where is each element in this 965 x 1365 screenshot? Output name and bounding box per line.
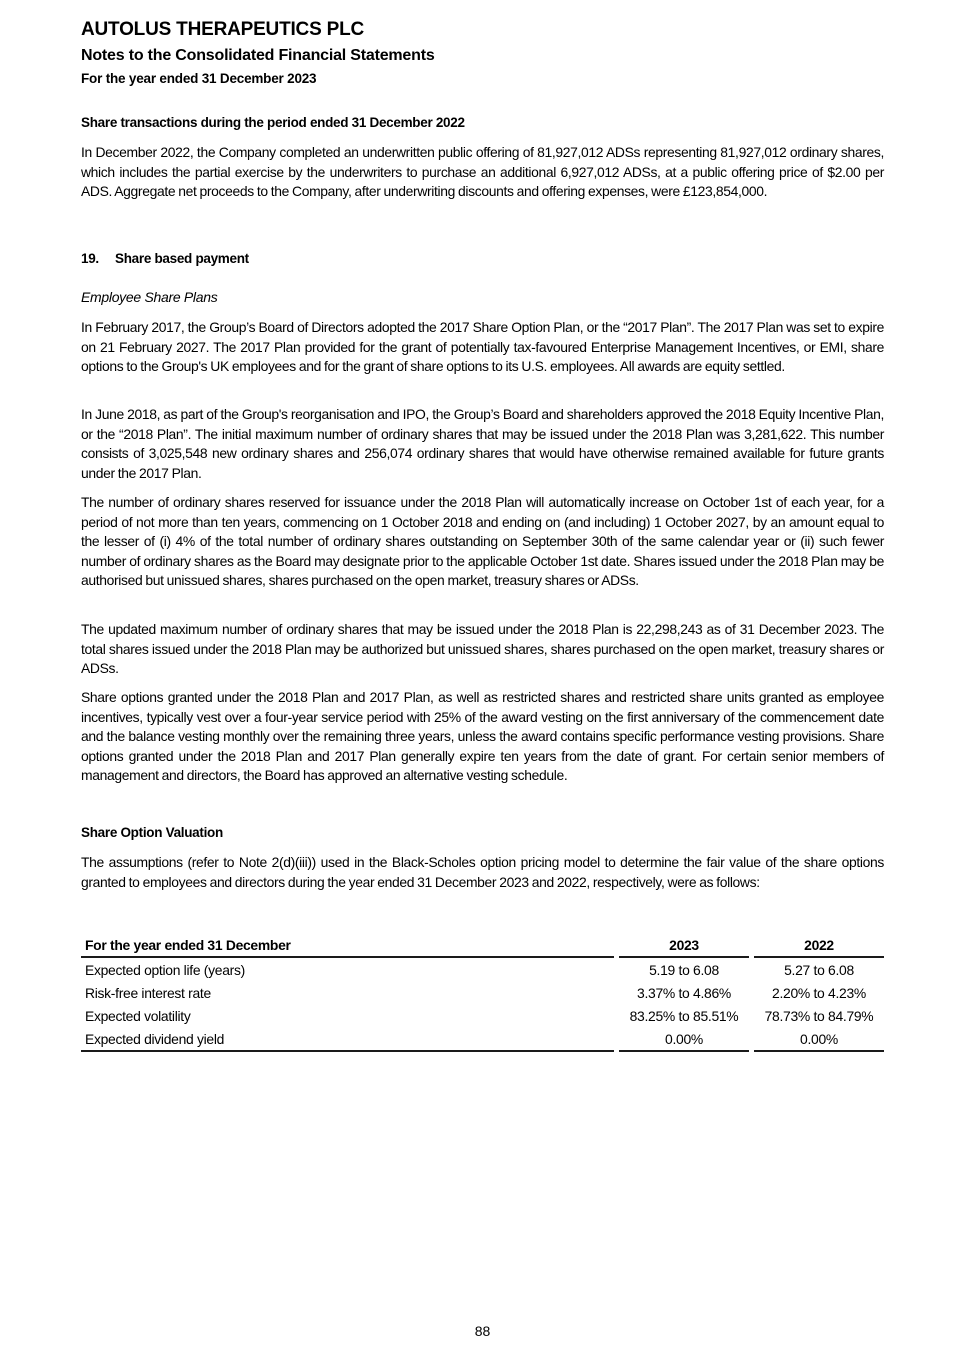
value-2022: 78.73% to 84.79% xyxy=(764,1007,874,1024)
share-transactions-heading: Share transactions during the period ended 31 December 2022 xyxy=(81,115,465,130)
black-scholes-assumptions-table xyxy=(81,934,884,1052)
column-header-2022: 2022 xyxy=(754,934,884,958)
value-2023: 3.37% to 4.86% xyxy=(637,984,731,1001)
section-title: Share based payment xyxy=(115,251,249,266)
row-label: Risk-free interest rate xyxy=(85,984,211,1001)
value-2022: 0.00% xyxy=(754,1027,884,1052)
column-header-label: For the year ended 31 December xyxy=(81,934,614,958)
table-row xyxy=(81,958,884,981)
table-row xyxy=(81,1027,884,1052)
column-header-2023: 2023 xyxy=(619,934,749,958)
share-option-valuation-heading: Share Option Valuation xyxy=(81,825,223,840)
section-19-heading xyxy=(81,251,249,266)
value-2023: 0.00% xyxy=(619,1027,749,1052)
paragraph-2017-plan: In February 2017, the Group’s Board of Directors adopted the 2017 Share Option Plan, or the “2017 Plan”. The 2017 Plan was set to expire on 21 February 2027. The 2017 Plan provided for the grant of potentially tax-favoured Enterprise Management Incentives, or EMI, share options to the Group's UK employees and for the grant of share options to its U.S. employees. All awards are equity settled. xyxy=(81,319,884,374)
row-label: Expected dividend yield xyxy=(81,1027,614,1052)
value-2022: 5.27 to 6.08 xyxy=(784,961,854,978)
valuation-paragraph: The assumptions (refer to Note 2(d)(iii)) used in the Black-Scholes option pricing model to determine the fair value of the share options granted to employees and directors during the year ended 31 December 2023 and 2022, respectively, were as follows: xyxy=(81,854,884,890)
reporting-period: For the year ended 31 December 2023 xyxy=(81,71,317,86)
paragraph-2018-plan: In June 2018, as part of the Group's reorganisation and IPO, the Group’s Board and shareholders approved the 2018 Equity Incentive Plan, or the “2018 Plan”. The initial maximum number of ordinary shares that may be issued under the 2018 Plan was 3,281,622. This number consists of 3,025,548 new ordinary shares and 256,074 ordinary shares that would have otherwise remained available for future grants under the 2017 Plan. xyxy=(81,406,884,481)
row-label: Expected volatility xyxy=(85,1007,191,1024)
paragraph-share-reserve-increase: The number of ordinary shares reserved for issuance under the 2018 Plan will automatically increase on October 1st of each year, for a period of not more than ten years, commencing on 1 October 2018 and ending on (and including) 1 October 2027, by an amount equal to the lesser of (i) 4% of the total number of ordinary shares outstanding on September 30th of the same calendar year or (ii) such fewer number of ordinary shares as the Board may designate prior to the applicable October 1st date. Shares issued under the 2018 Plan may be authorised but unissued shares, shares purchased on the open market, treasury shares or ADSs. xyxy=(81,494,884,588)
value-2023: 5.19 to 6.08 xyxy=(649,961,719,978)
table-header-row xyxy=(81,934,884,958)
share-transactions-paragraph: In December 2022, the Company completed an underwritten public offering of 81,927,012 ADSs representing 81,927,012 ordinary shares, which includes the partial exercise by the underwriters to purchase an additional 6,927,012 ADSs, at a public offering price of $2.00 per ADS. Aggregate net proceeds to the Company, after underwriting discounts and offering expenses, were £123,854,000. xyxy=(81,144,884,199)
page-number: 88 xyxy=(474,1323,491,1339)
paragraph-updated-maximum: The updated maximum number of ordinary shares that may be issued under the 2018 Plan is 22,298,243 as of 31 December 2023. The total shares issued under the 2018 Plan may be authorized but unissued shares, shares purchased on the open market, treasury shares or ADSs. xyxy=(81,621,884,676)
value-2022: 2.20% to 4.23% xyxy=(772,984,866,1001)
paragraph-vesting: Share options granted under the 2018 Plan and 2017 Plan, as well as restricted shares and restricted share units granted as employee incentives, typically vest over a four-year service period with 25% of the award vesting on the first anniversary of the commencement date and the balance vesting monthly over the remaining three years, unless the award contains specific performance vesting provisions. Share options granted under the 2018 Plan and 2017 Plan generally expire ten years from the date of grant. For certain senior members of management and directors, the Board has approved an alternative vesting schedule. xyxy=(81,689,884,783)
value-2023: 83.25% to 85.51% xyxy=(629,1007,739,1024)
employee-share-plans-subheading: Employee Share Plans xyxy=(81,289,218,305)
row-label: Expected option life (years) xyxy=(85,961,245,978)
section-number: 19. xyxy=(81,251,99,266)
table-row xyxy=(81,1004,884,1027)
company-name: AUTOLUS THERAPEUTICS PLC xyxy=(81,19,365,40)
table-row xyxy=(81,981,884,1004)
document-subtitle: Notes to the Consolidated Financial Statements xyxy=(81,47,435,64)
